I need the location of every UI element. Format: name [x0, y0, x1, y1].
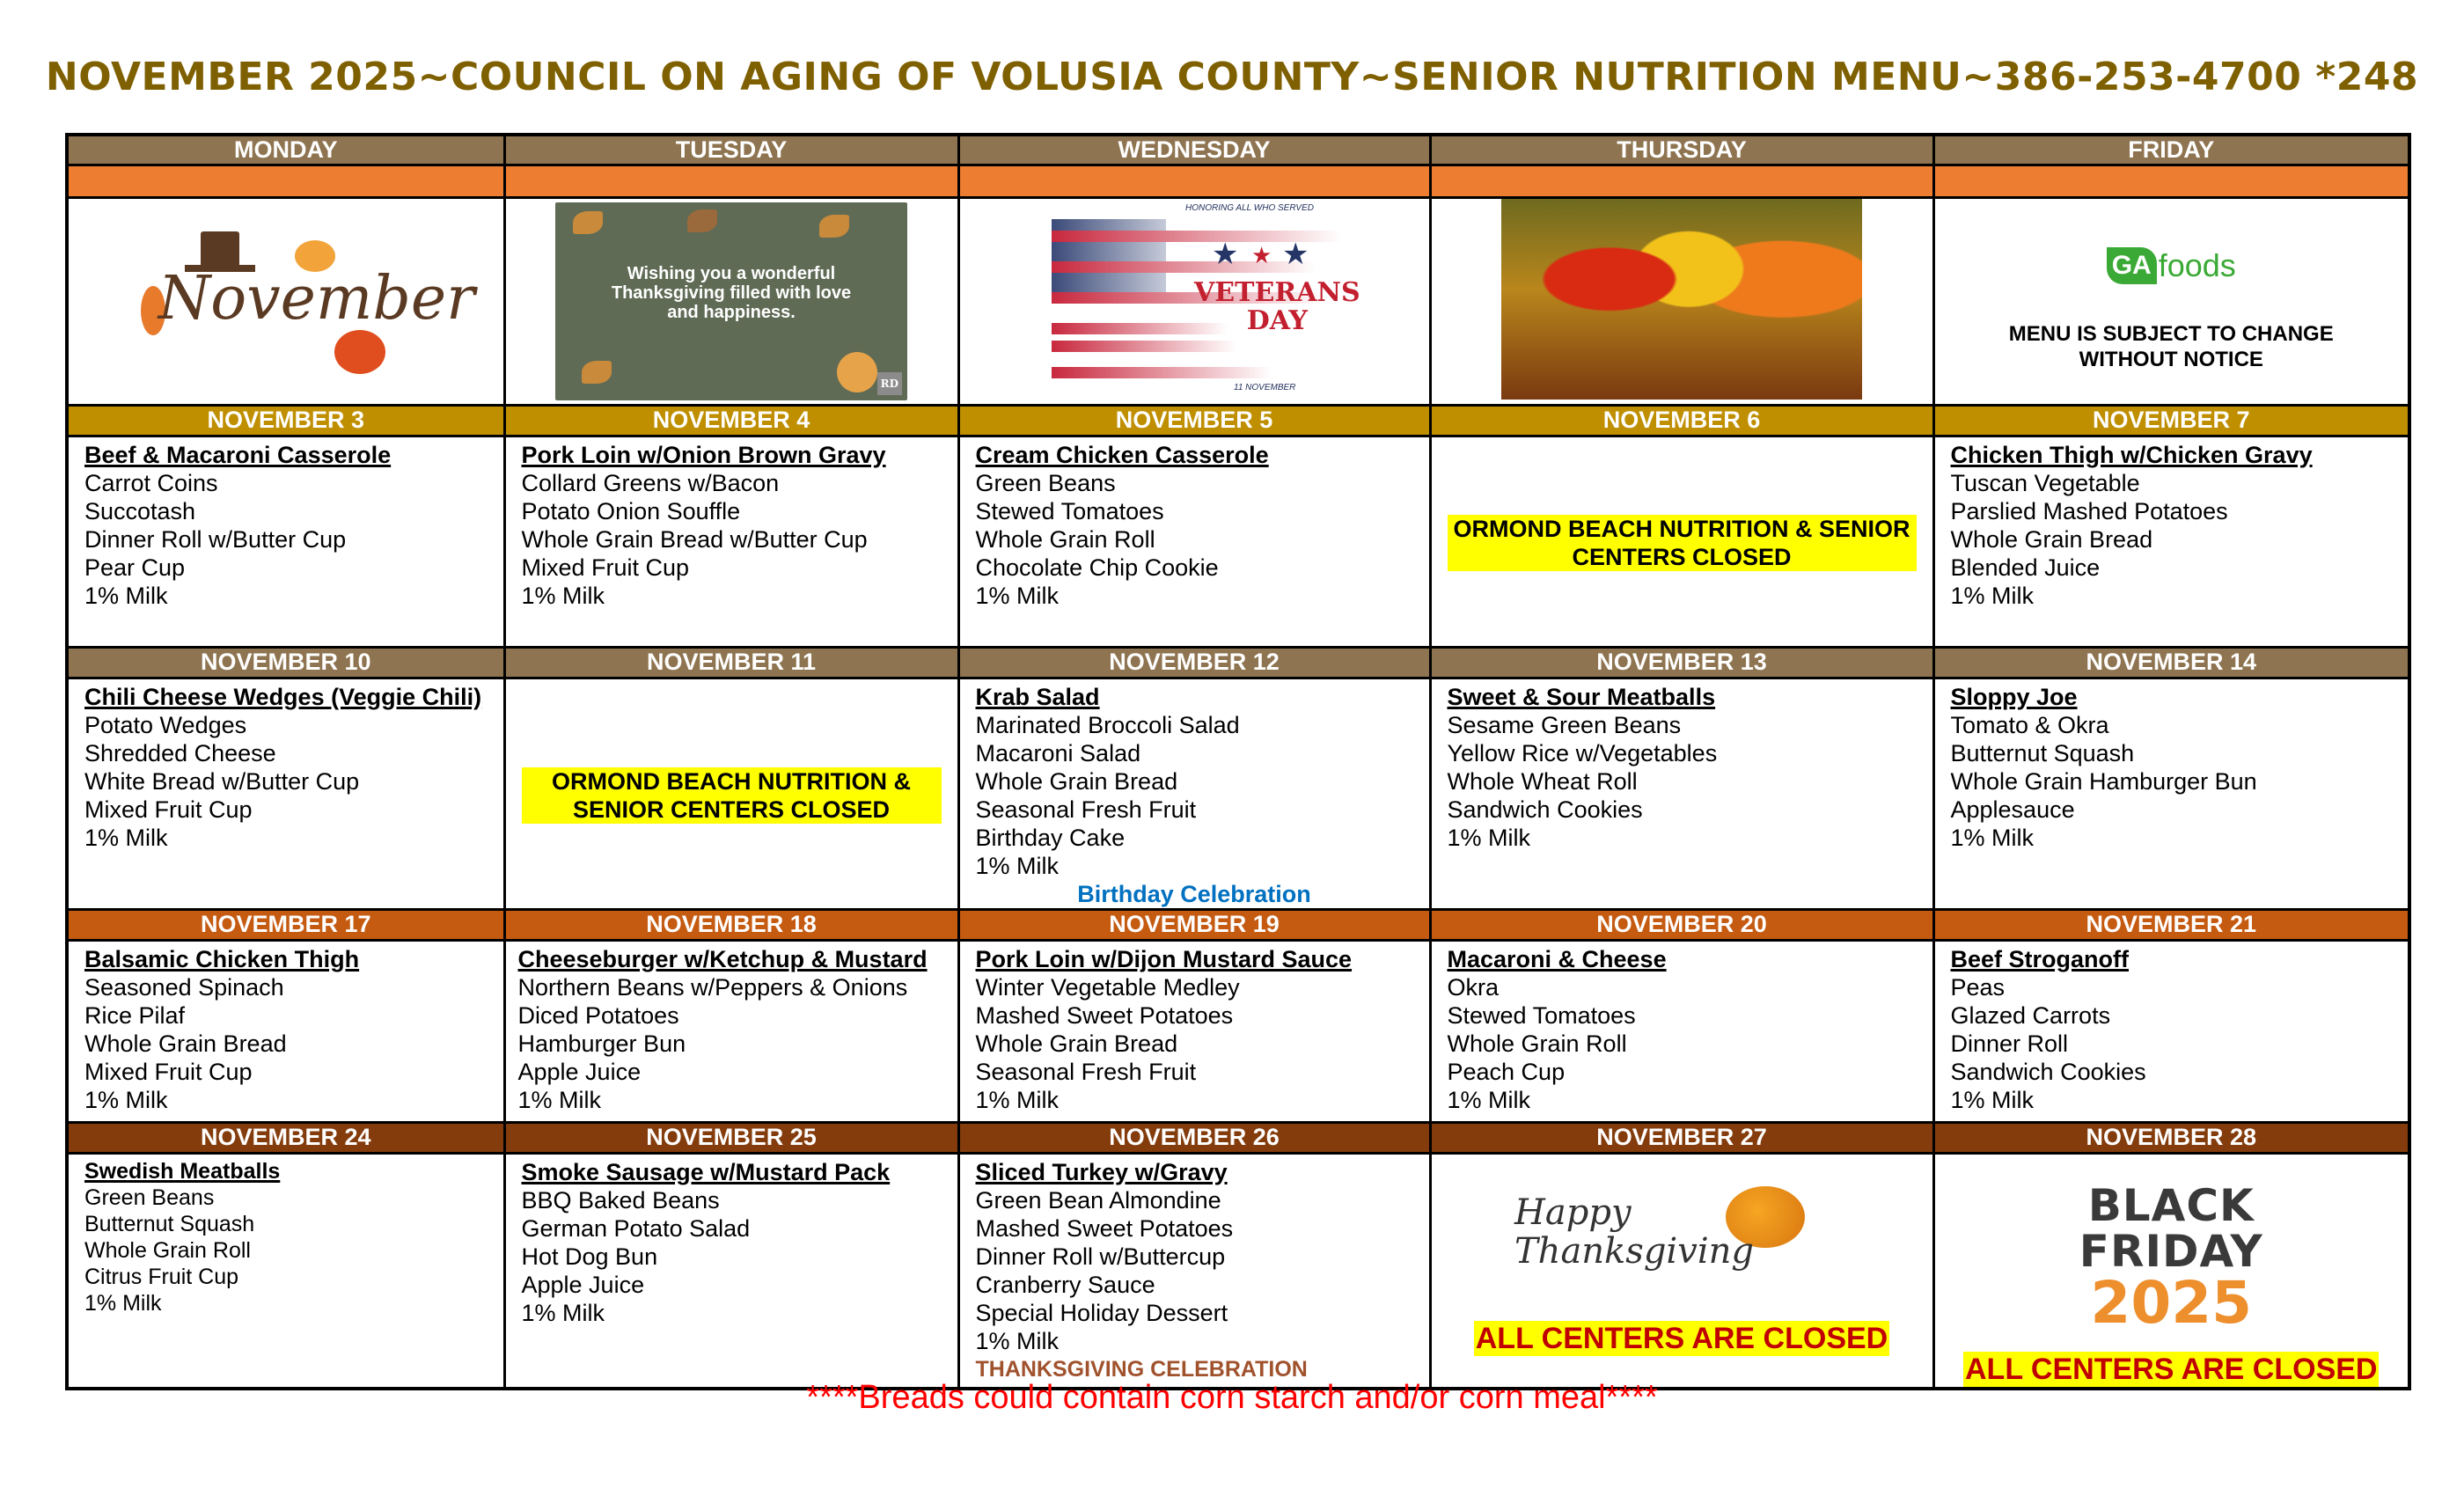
weekday-tuesday: TUESDAY	[504, 135, 958, 165]
star-icon: ★	[1251, 242, 1272, 268]
side-item: Carrot Coins	[84, 469, 218, 496]
day-menu	[1933, 678, 2409, 909]
side-item: Mashed Sweet Potatoes	[975, 1001, 1234, 1029]
thanksgiving-celebration-note: THANKSGIVING CELEBRATION	[975, 1356, 1308, 1382]
side-item: Yellow Rice w/Vegetables	[1447, 739, 1718, 766]
date-row-week-2	[67, 647, 2409, 678]
entree: Cream Chicken Casserole	[975, 441, 1269, 468]
side-item: Applesauce	[1950, 796, 2075, 823]
side-item: BBQ Baked Beans	[521, 1186, 720, 1214]
side-item: Mixed Fruit Cup	[84, 1058, 253, 1085]
ga-foods-notice	[1933, 197, 2409, 405]
weekday-friday: FRIDAY	[1933, 135, 2409, 165]
entree: Sloppy Joe	[1950, 683, 2078, 710]
november-lettering-image: November	[67, 197, 504, 405]
side-item: Whole Wheat Roll	[1447, 767, 1638, 795]
side-item: 1% Milk	[975, 1086, 1060, 1113]
side-item: Citrus Fruit Cup	[84, 1264, 239, 1289]
side-item: German Potato Salad	[521, 1214, 751, 1242]
side-item: Blended Juice	[1950, 554, 2101, 581]
side-item: Mixed Fruit Cup	[521, 554, 690, 581]
day-menu	[67, 1153, 504, 1389]
entree: Swedish Meatballs	[84, 1158, 281, 1184]
day-menu	[504, 1153, 958, 1389]
entree: Smoke Sausage w/Mustard Pack	[521, 1158, 891, 1185]
date-label: NOVEMBER 27	[1430, 1122, 1933, 1153]
date-label: NOVEMBER 3	[67, 405, 504, 436]
entree: Pork Loin w/Onion Brown Gravy	[521, 441, 886, 468]
menu-row-week-1	[67, 436, 2409, 647]
image-row	[67, 197, 2409, 405]
entree: Beef & Macaroni Casserole	[84, 441, 392, 468]
menu-row-week-3	[67, 940, 2409, 1122]
entree: Sliced Turkey w/Gravy	[975, 1158, 1228, 1185]
side-item: Diced Potatoes	[517, 1001, 679, 1029]
date-label: NOVEMBER 28	[1933, 1122, 2409, 1153]
date-label: NOVEMBER 14	[1933, 647, 2409, 678]
day-menu	[958, 436, 1430, 647]
side-item: Apple Juice	[521, 1271, 645, 1298]
side-item: Pear Cup	[84, 554, 186, 581]
side-item: Macaroni Salad	[975, 739, 1141, 766]
day-menu-closed	[1430, 436, 1933, 647]
day-menu	[67, 436, 504, 647]
side-item: Birthday Cake	[975, 824, 1126, 851]
all-centers-closed-notice: ALL CENTERS ARE CLOSED	[1475, 1321, 1888, 1355]
star-icon: ★	[1212, 238, 1239, 271]
side-item: Mashed Sweet Potatoes	[975, 1214, 1234, 1242]
autumn-leaves-image	[1430, 197, 1933, 405]
day-menu-closed	[504, 678, 958, 909]
menu-calendar	[65, 133, 2411, 1390]
weekday-monday: MONDAY	[67, 135, 504, 165]
side-item: Dinner Roll	[1950, 1030, 2069, 1057]
day-menu	[958, 1153, 1430, 1389]
side-item: White Bread w/Butter Cup	[84, 767, 360, 795]
day-menu	[958, 678, 1430, 909]
side-item: Okra	[1447, 973, 1500, 1001]
birthday-celebration-note: Birthday Celebration	[1077, 880, 1311, 907]
side-item: 1% Milk	[1447, 824, 1531, 851]
date-label: NOVEMBER 4	[504, 405, 958, 436]
day-menu	[1933, 940, 2409, 1122]
weekday-thursday: THURSDAY	[1430, 135, 1933, 165]
thanksgiving-wish-image: Wishing you a wonderful Thanksgiving filled with love and happiness. RD	[504, 197, 958, 405]
side-item: Whole Grain Hamburger Bun	[1950, 767, 2257, 795]
side-item: Glazed Carrots	[1950, 1001, 2111, 1029]
entree: Sweet & Sour Meatballs	[1447, 683, 1716, 710]
date-label: NOVEMBER 12	[958, 647, 1430, 678]
page-title: NOVEMBER 2025~COUNCIL ON AGING OF VOLUSIA COUNTY~SENIOR NUTRITION MENU~386-253-4700 *248	[45, 55, 2419, 99]
side-item: Stewed Tomatoes	[1447, 1001, 1636, 1029]
closed-notice: ORMOND BEACH NUTRITION & SENIOR CENTERS CLOSED	[522, 767, 942, 824]
side-item: Seasoned Spinach	[84, 973, 284, 1001]
side-item: Tuscan Vegetable	[1950, 469, 2140, 496]
side-item: Marinated Broccoli Salad	[975, 711, 1240, 738]
date-label: NOVEMBER 10	[67, 647, 504, 678]
side-item: 1% Milk	[975, 1327, 1060, 1354]
day-menu	[504, 940, 958, 1122]
date-label: NOVEMBER 18	[504, 909, 958, 940]
side-item: Winter Vegetable Medley	[975, 973, 1240, 1001]
veterans-day-image: HONORING ALL WHO SERVED ★ ★ ★ VETERANS DAY 11 NOVEMBER	[958, 197, 1430, 405]
side-item: Dinner Roll w/Buttercup	[975, 1243, 1226, 1270]
side-item: Chocolate Chip Cookie	[975, 554, 1219, 581]
side-item: Sandwich Cookies	[1950, 1058, 2146, 1085]
weekday-header-row	[67, 135, 2409, 165]
entree: Krab Salad	[975, 683, 1100, 710]
date-label: NOVEMBER 11	[504, 647, 958, 678]
side-item: Butternut Squash	[84, 1211, 255, 1236]
date-label: NOVEMBER 26	[958, 1122, 1430, 1153]
entree: Cheeseburger w/Ketchup & Mustard	[517, 945, 928, 972]
date-row-week-1	[67, 405, 2409, 436]
side-item: 1% Milk	[1950, 1086, 2035, 1113]
entree: Beef Stroganoff	[1950, 945, 2129, 972]
side-item: Cranberry Sauce	[975, 1271, 1155, 1298]
side-item: Green Beans	[84, 1184, 215, 1210]
day-menu	[67, 940, 504, 1122]
side-item: 1% Milk	[84, 1086, 168, 1113]
side-item: Potato Onion Souffle	[521, 497, 741, 524]
side-item: Seasonal Fresh Fruit	[975, 796, 1197, 823]
side-item: Rice Pilaf	[84, 1001, 186, 1029]
orange-band-row	[67, 165, 2409, 197]
side-item: Peach Cup	[1447, 1058, 1566, 1085]
date-row-week-4	[67, 1122, 2409, 1153]
side-item: 1% Milk	[1447, 1086, 1531, 1113]
side-item: 1% Milk	[521, 582, 605, 609]
date-label: NOVEMBER 7	[1933, 405, 2409, 436]
side-item: Seasonal Fresh Fruit	[975, 1058, 1197, 1085]
date-row-week-3	[67, 909, 2409, 940]
date-label: NOVEMBER 25	[504, 1122, 958, 1153]
day-menu	[1430, 678, 1933, 909]
side-item: 1% Milk	[84, 582, 168, 609]
entree: Pork Loin w/Dijon Mustard Sauce	[975, 945, 1353, 972]
weekday-wednesday: WEDNESDAY	[958, 135, 1430, 165]
side-item: Parslied Mashed Potatoes	[1950, 497, 2228, 524]
happy-thanksgiving-image: Happy Thanksgiving	[1497, 1176, 1866, 1308]
all-centers-closed-notice: ALL CENTERS ARE CLOSED	[1965, 1352, 2378, 1386]
date-label: NOVEMBER 17	[67, 909, 504, 940]
side-item: Potato Wedges	[84, 711, 247, 738]
date-label: NOVEMBER 24	[67, 1122, 504, 1153]
side-item: Shredded Cheese	[84, 739, 276, 766]
day-menu	[958, 940, 1430, 1122]
side-item: 1% Milk	[521, 1299, 605, 1326]
day-menu	[1933, 436, 2409, 647]
side-item: Mixed Fruit Cup	[84, 796, 253, 823]
side-item: Green Bean Almondine	[975, 1186, 1221, 1214]
side-item: Collard Greens w/Bacon	[521, 469, 780, 496]
date-label: NOVEMBER 6	[1430, 405, 1933, 436]
side-item: Whole Grain Bread w/Butter Cup	[521, 525, 868, 553]
black-friday-closed-cell	[1933, 1153, 2409, 1389]
side-item: Dinner Roll w/Butter Cup	[84, 525, 347, 553]
entree: Chili Cheese Wedges (Veggie Chili)	[84, 683, 482, 710]
date-label: NOVEMBER 13	[1430, 647, 1933, 678]
menu-change-notice: MENU IS SUBJECT TO CHANGE WITHOUT NOTICE	[2008, 322, 2334, 371]
date-label: NOVEMBER 21	[1933, 909, 2409, 940]
thanksgiving-closed-cell	[1430, 1153, 1933, 1389]
side-item: Whole Grain Bread	[975, 767, 1178, 795]
side-item: Peas	[1950, 973, 2006, 1001]
entree: Chicken Thigh w/Chicken Gravy	[1950, 441, 2313, 468]
day-menu	[67, 678, 504, 909]
ga-foods-logo: GA foods	[2107, 247, 2236, 284]
date-label: NOVEMBER 5	[958, 405, 1430, 436]
side-item: Whole Grain Roll	[1447, 1030, 1627, 1057]
side-item: Butternut Squash	[1950, 739, 2135, 766]
side-item: Whole Grain Roll	[84, 1237, 251, 1263]
side-item: Whole Grain Roll	[975, 525, 1155, 553]
side-item: 1% Milk	[517, 1086, 602, 1113]
star-icon: ★	[1282, 238, 1309, 271]
side-item: Whole Grain Bread	[1950, 525, 2153, 553]
side-item: 1% Milk	[84, 824, 168, 851]
black-friday-image: BLACK FRIDAY 2025	[2079, 1179, 2263, 1337]
day-menu	[1430, 940, 1933, 1122]
date-label: NOVEMBER 20	[1430, 909, 1933, 940]
side-item: 1% Milk	[975, 852, 1060, 879]
side-item: Northern Beans w/Peppers & Onions	[517, 973, 908, 1001]
corn-allergen-footnote: ****Breads could contain corn starch and/or corn meal****	[806, 1379, 1658, 1416]
side-item: Sandwich Cookies	[1447, 796, 1643, 823]
side-item: Whole Grain Bread	[975, 1030, 1178, 1057]
side-item: 1% Milk	[1950, 582, 2035, 609]
closed-notice: ORMOND BEACH NUTRITION & SENIOR CENTERS CLOSED	[1448, 515, 1917, 571]
side-item: Green Beans	[975, 469, 1116, 496]
side-item: 1% Milk	[1950, 824, 2035, 851]
date-label: NOVEMBER 19	[958, 909, 1430, 940]
side-item: 1% Milk	[84, 1290, 162, 1316]
side-item: 1% Milk	[975, 582, 1060, 609]
day-menu	[504, 436, 958, 647]
entree: Balsamic Chicken Thigh	[84, 945, 360, 972]
side-item: Hot Dog Bun	[521, 1243, 658, 1270]
side-item: Apple Juice	[517, 1058, 642, 1085]
side-item: Hamburger Bun	[517, 1030, 686, 1057]
side-item: Stewed Tomatoes	[975, 497, 1164, 524]
entree: Macaroni & Cheese	[1447, 945, 1667, 972]
side-item: Whole Grain Bread	[84, 1030, 287, 1057]
side-item: Sesame Green Beans	[1447, 711, 1682, 738]
menu-row-week-2	[67, 678, 2409, 909]
side-item: Succotash	[84, 497, 196, 524]
side-item: Special Holiday Dessert	[975, 1299, 1228, 1326]
menu-row-week-4	[67, 1153, 2409, 1389]
side-item: Tomato & Okra	[1950, 711, 2109, 738]
